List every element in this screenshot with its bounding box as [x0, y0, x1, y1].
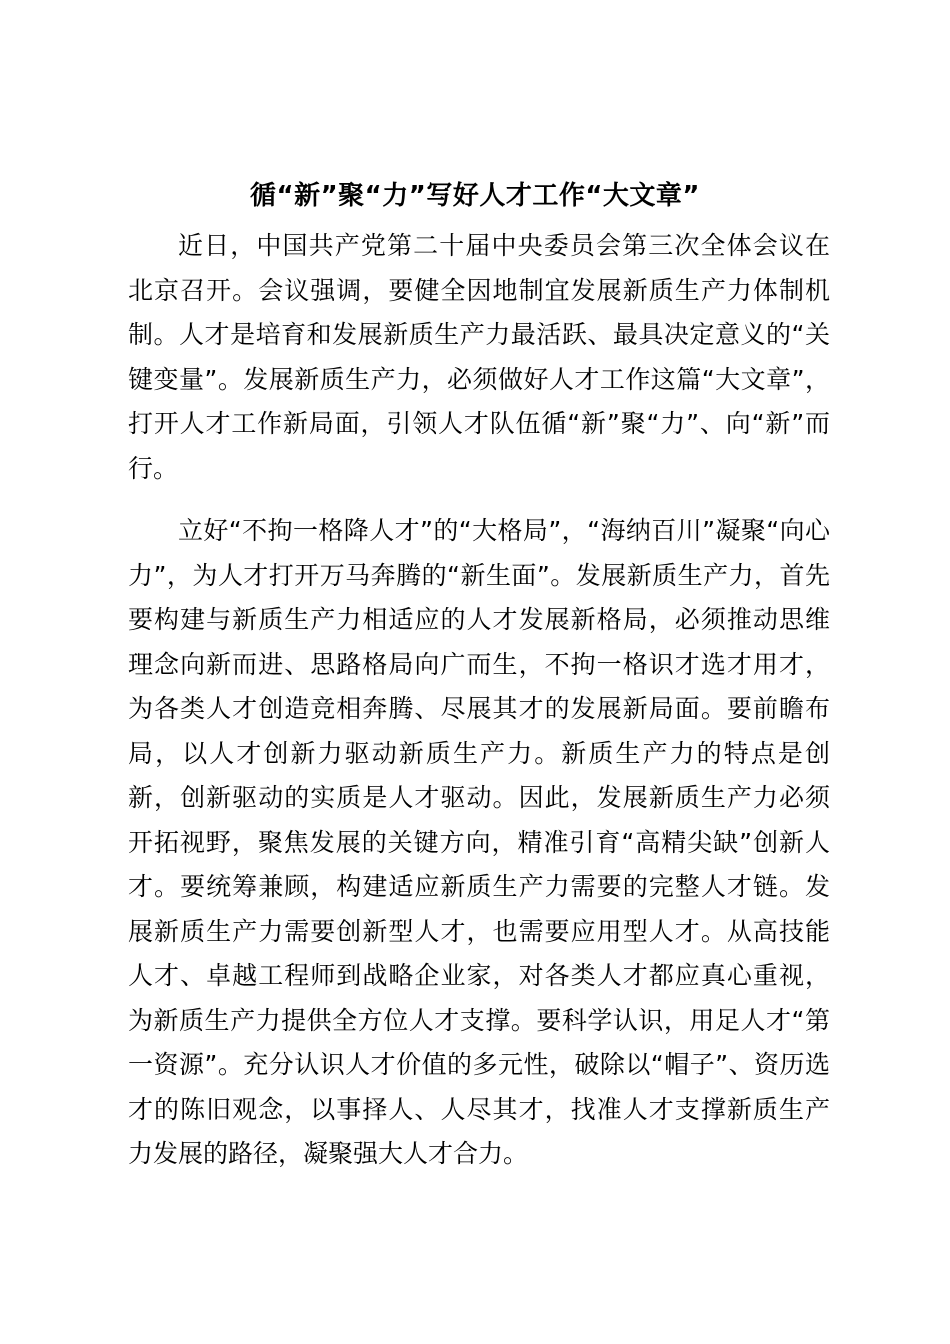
paragraph-line: 展新质生产力需要创新型人才，也需要应用型人才。从高技能 [128, 916, 830, 946]
paragraph-line: 为各类人才创造竞相奔腾、尽展其才的发展新局面。要前瞻布 [128, 694, 830, 723]
paragraph-line: 局，以人才创新力驱动新质生产力。新质生产力的特点是创 [128, 738, 830, 768]
paragraph-line: 键变量”。发展新质生产力，必须做好人才工作这篇“大文章”， [128, 364, 830, 394]
paragraph-line: 为新质生产力提供全方位人才支撑。要科学认识，用足人才“第 [128, 1005, 830, 1035]
paragraph-line: 力发展的路径，凝聚强大人才合力。 [128, 1139, 529, 1168]
paragraph-line: 要构建与新质生产力相适应的人才发展新格局，必须推动思维 [128, 605, 830, 634]
paragraph-gap [128, 491, 830, 509]
paragraph-line: 近日，中国共产党第二十届中央委员会第三次全体会议在 [178, 231, 830, 260]
paragraph-line: 才。要统筹兼顾，构建适应新质生产力需要的完整人才链。发 [128, 872, 830, 901]
paragraph-line: 开拓视野，聚焦发展的关键方向，精准引育“高精尖缺”创新人 [128, 827, 830, 857]
paragraph-line: 行。 [128, 453, 179, 483]
paragraph-line: 才的陈旧观念，以事择人、人尽其才，找准人才支撑新质生产 [128, 1094, 830, 1124]
article-title: 循“新”聚“力”写好人才工作“大文章” [249, 181, 701, 211]
paragraph-line: 打开人才工作新局面，引领人才队伍循“新”聚“力”、向“新”而 [128, 409, 830, 438]
paragraph-line: 立好“不拘一格降人才”的“大格局”，“海纳百川”凝聚“向心 [178, 516, 830, 545]
paragraph-line: 一资源”。充分认识人才价值的多元性，破除以“帽子”、资历选 [128, 1050, 830, 1079]
paragraph-line: 制。人才是培育和发展新质生产力最活跃、最具决定意义的“关 [128, 320, 830, 349]
paragraph-line: 理念向新而进、思路格局向广而生，不拘一格识才选才用才， [128, 649, 830, 679]
article-body [128, 224, 830, 1177]
paragraph-line: 新，创新驱动的实质是人才驱动。因此，发展新质生产力必须 [128, 783, 830, 812]
paragraph-line: 北京召开。会议强调，要健全因地制宜发展新质生产力体制机 [128, 275, 830, 305]
paragraph-line: 力”，为人才打开万马奔腾的“新生面”。发展新质生产力，首先 [128, 560, 830, 590]
paragraph-line: 人才、卓越工程师到战略企业家，对各类人才都应真心重视， [128, 961, 830, 990]
